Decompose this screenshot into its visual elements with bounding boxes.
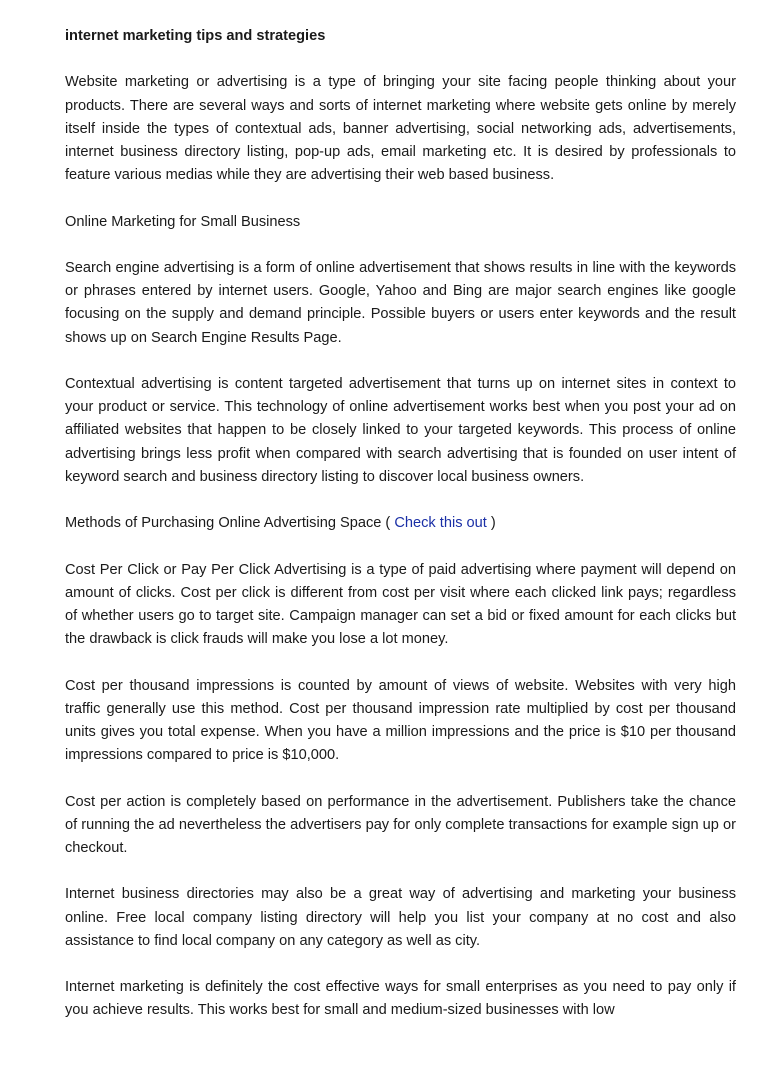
document-title: internet marketing tips and strategies [65,28,326,44]
methods-heading-prefix: Methods of Purchasing Online Advertising Space ( [65,515,395,532]
cpm-paragraph: Cost per thousand impressions is counted by amount of views of website. Websites with very high traffic generally use this method. Cost per thousand impression rate multiplied by cost per thousand units gives you total expense. When you have a million impressions and the price is $10 per thousand impressions compared to price is $10,000. [65,677,736,764]
cpa-paragraph: Cost per action is completely based on performance in the advertisement. Publishers take the chance of running the ad nevertheless the advertisers pay for only complete transactions for example sign up or checkout. [65,793,736,856]
document-page [65,25,736,1046]
search-engine-paragraph: Search engine advertising is a form of online advertisement that shows results in line with the keywords or phrases entered by internet users. Google, Yahoo and Bing are major search engines like google focusing on the supply and demand principle. Possible buyers or users enter keywords and the result shows up on Search Engine Results Page. [65,259,736,346]
conclusion-paragraph: Internet marketing is definitely the cost effective ways for small enterprises as you need to pay only if you achieve results. This works best for small and medium-sized businesses with low [65,979,736,1019]
small-business-heading: Online Marketing for Small Business [65,213,301,230]
methods-heading-suffix: ) [486,515,496,532]
methods-heading [65,512,736,535]
directories-paragraph: Internet business directories may also be a great way of advertising and marketing your business online. Free local company listing directory will help you list your company at no cost and also assistance to find local company on any category as well as city. [65,886,736,949]
contextual-paragraph: Contextual advertising is content targeted advertisement that turns up on internet sites in context to your product or service. This technology of online advertisement works best when you post your ad on affiliated websites that happen to be closely linked to your targeted keywords. This process of online advertising brings less profit when compared with search advertising that is founded on user intent of keyword search and business directory listing to discover local business owners. [65,375,736,485]
intro-paragraph: Website marketing or advertising is a type of bringing your site facing people thinking about your products. There are several ways and sorts of internet marketing where website gets online by merely itself inside the types of contextual ads, banner advertising, social networking ads, advertisements, internet business directory listing, pop-up ads, email marketing etc. It is desired by professionals to feature various medias while they are advertising their web based business. [65,74,736,184]
check-this-out-link[interactable]: Check this out [394,515,487,532]
cpc-paragraph: Cost Per Click or Pay Per Click Advertising is a type of paid advertising where payment will depend on amount of clicks. Cost per click is different from cost per visit where each clicked link pays; regardless of whether users go to target site. Campaign manager can set a bid or fixed amount for each clicks but the drawback is click frauds will make you lose a lot money. [65,561,736,648]
